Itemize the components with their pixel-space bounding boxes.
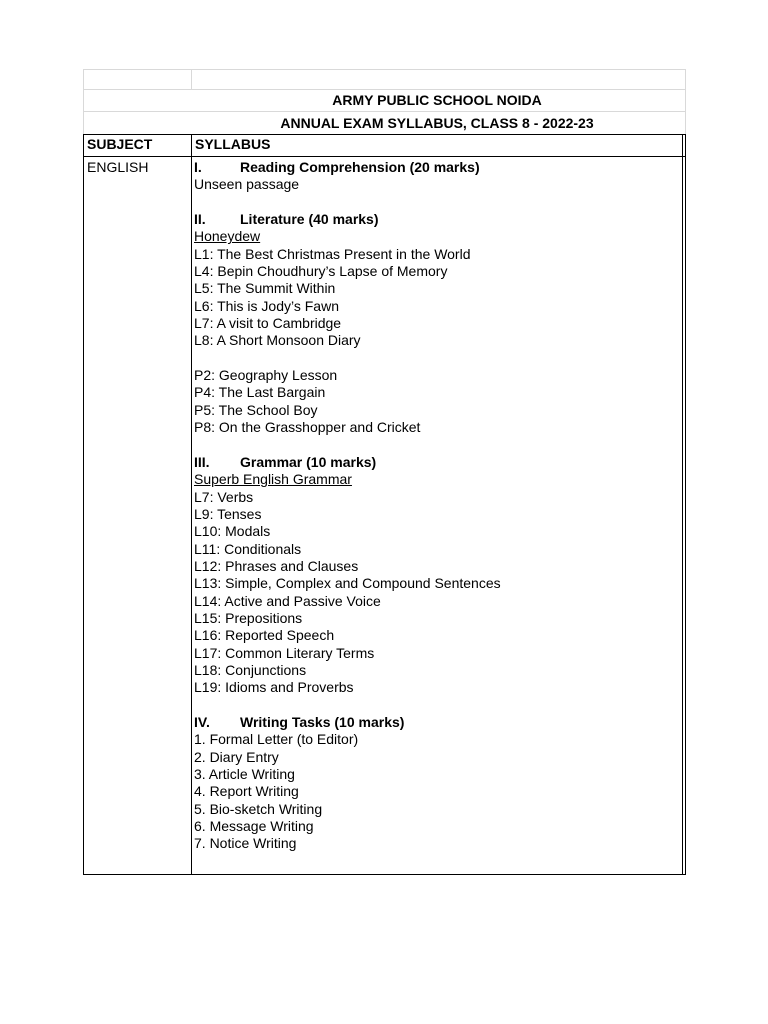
list-item: L13: Simple, Complex and Compound Sentences [194,575,501,592]
list-item: L10: Modals [194,523,271,540]
list-item: L14: Active and Passive Voice [194,592,381,609]
exam-title: ANNUAL EXAM SYLLABUS, CLASS 8 - 2022-23 [280,115,594,131]
list-item: P2: Geography Lesson [194,367,338,384]
book-title: Superb English Grammar [194,471,352,488]
column-header-syllabus: SYLLABUS [195,136,271,152]
list-item: Unseen passage [194,176,300,193]
list-item: L19: Idioms and Proverbs [194,679,354,696]
grid-line [685,69,686,134]
list-item: L11: Conditionals [194,540,302,557]
section-numeral: III. [194,453,210,470]
list-item: L7: A visit to Cambridge [194,315,342,332]
list-item: P5: The School Boy [194,401,318,418]
syllabus-cell [194,159,682,853]
list-item: L1: The Best Christmas Present in the World [194,245,471,262]
spacer [194,194,682,211]
section-numeral: I. [194,159,202,175]
subject-cell: ENGLISH [87,159,149,175]
list-item: L5: The Summit Within [194,280,336,297]
section-title: Reading Comprehension (20 marks) [240,159,480,175]
list-item: 1. Formal Letter (to Editor) [194,731,359,748]
list-item: L12: Phrases and Clauses [194,557,359,574]
list-item: 7. Notice Writing [194,835,297,852]
grid-line [83,111,686,112]
section-title: Grammar (10 marks) [240,453,377,470]
grid-line [83,89,686,90]
list-item: L17: Common Literary Terms [194,644,375,661]
table-border [83,134,686,135]
list-item: 2. Diary Entry [194,748,279,765]
column-header-subject: SUBJECT [87,136,153,152]
section-heading [194,211,682,228]
list-item: 4. Report Writing [194,783,299,800]
grid-line [191,69,192,90]
table-border [83,156,686,157]
section-heading [194,714,682,731]
list-item: 5. Bio-sketch Writing [194,800,323,817]
list-item: L4: Bepin Choudhury’s Lapse of Memory [194,263,448,280]
table-border [83,874,686,875]
section-title: Literature (40 marks) [240,211,379,228]
section-numeral: IV. [194,714,210,730]
list-item: 3. Article Writing [194,766,295,783]
list-item: L6: This is Jody’s Fawn [194,297,339,314]
table-border [191,134,192,875]
school-name: ARMY PUBLIC SCHOOL NOIDA [332,92,542,108]
grid-line [83,69,84,134]
list-item: L18: Conjunctions [194,661,307,678]
list-item: L16: Reported Speech [194,627,335,644]
table-border [682,134,683,875]
list-item: L9: Tenses [194,505,262,522]
list-item: L15: Prepositions [194,609,303,626]
spacer [194,697,682,714]
list-item: P4: The Last Bargain [194,384,326,401]
spacer [194,437,682,454]
table-border [685,134,686,875]
list-item: L8: A Short Monsoon Diary [194,332,361,349]
section-heading [194,454,682,471]
section-heading [194,159,682,176]
list-item: P8: On the Grasshopper and Cricket [194,419,421,436]
list-item: 6. Message Writing [194,818,314,835]
table-border [83,134,84,875]
grid-line [83,69,686,70]
book-title: Honeydew [194,228,261,245]
spacer [194,350,682,367]
list-item: L7: Verbs [194,488,254,505]
section-numeral: II. [194,211,206,228]
section-title: Writing Tasks (10 marks) [240,714,405,730]
